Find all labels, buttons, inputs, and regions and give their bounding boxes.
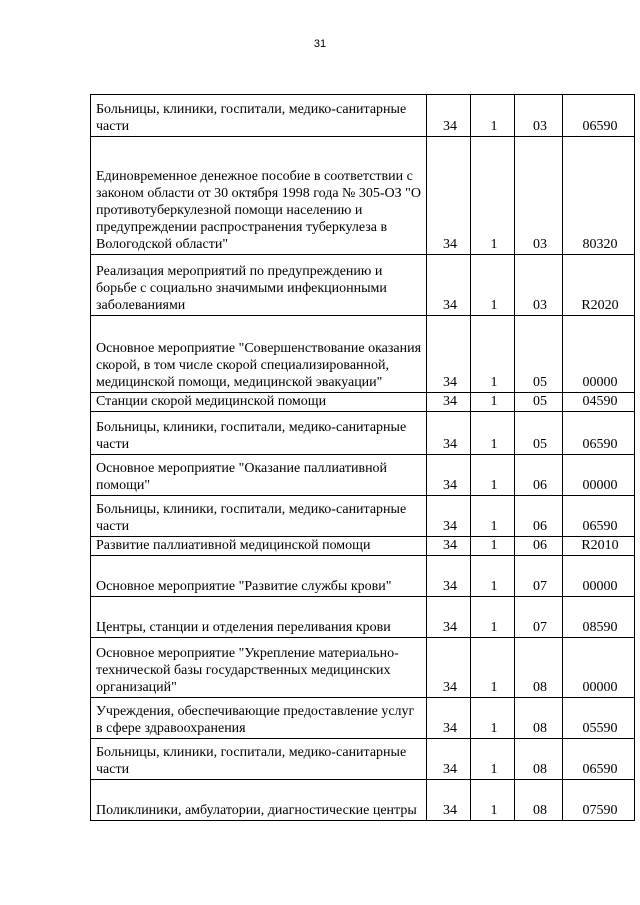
table-row	[91, 780, 635, 821]
table-row	[91, 137, 635, 255]
row-name-cell: Основное мероприятие "Совершенствование оказания скорой, в том числе скорой специализированной, медицинской помощи, медицинской эвакуации"	[91, 316, 427, 393]
table-row	[91, 393, 635, 412]
code-cell-1: 34	[427, 556, 471, 597]
code-cell-2: 1	[471, 537, 515, 556]
code-cell-1: 34	[427, 412, 471, 455]
code-cell-1: 34	[427, 255, 471, 316]
code-cell-4: 07590	[563, 780, 635, 821]
table-row	[91, 255, 635, 316]
code-cell-3: 08	[515, 739, 563, 780]
row-name-cell: Развитие паллиативной медицинской помощи	[91, 537, 427, 556]
table-row	[91, 597, 635, 638]
code-cell-2: 1	[471, 556, 515, 597]
code-cell-1: 34	[427, 698, 471, 739]
code-cell-4: 00000	[563, 316, 635, 393]
row-name-cell: Центры, станции и отделения переливания крови	[91, 597, 427, 638]
code-cell-1: 34	[427, 496, 471, 537]
code-cell-4: 00000	[563, 455, 635, 496]
code-cell-3: 03	[515, 255, 563, 316]
code-cell-2: 1	[471, 95, 515, 137]
code-cell-2: 1	[471, 496, 515, 537]
table-body	[91, 95, 635, 821]
row-name-cell: Больницы, клиники, госпитали, медико-санитарные части	[91, 739, 427, 780]
code-cell-3: 07	[515, 556, 563, 597]
code-cell-3: 08	[515, 698, 563, 739]
code-cell-3: 05	[515, 316, 563, 393]
code-cell-3: 06	[515, 496, 563, 537]
row-name-cell: Станции скорой медицинской помощи	[91, 393, 427, 412]
code-cell-2: 1	[471, 780, 515, 821]
row-name-cell: Единовременное денежное пособие в соответствии с законом области от 30 октября 1998 года № 305-ОЗ "О противотуберкулезной помощи населению и предупреждении распространения туберкулеза в Вологодской области"	[91, 137, 427, 255]
code-cell-4: R2020	[563, 255, 635, 316]
table-row	[91, 316, 635, 393]
code-cell-4: R2010	[563, 537, 635, 556]
row-name-cell: Больницы, клиники, госпитали, медико-санитарные части	[91, 496, 427, 537]
row-name-cell: Больницы, клиники, госпитали, медико-санитарные части	[91, 412, 427, 455]
code-cell-4: 04590	[563, 393, 635, 412]
row-name-cell: Реализация мероприятий по предупреждению и борьбе с социально значимыми инфекционными заболеваниями	[91, 255, 427, 316]
table-row	[91, 556, 635, 597]
code-cell-3: 06	[515, 537, 563, 556]
table-row	[91, 412, 635, 455]
code-cell-4: 05590	[563, 698, 635, 739]
code-cell-1: 34	[427, 537, 471, 556]
code-cell-3: 06	[515, 455, 563, 496]
code-cell-2: 1	[471, 698, 515, 739]
code-cell-2: 1	[471, 255, 515, 316]
code-cell-1: 34	[427, 316, 471, 393]
code-cell-4: 08590	[563, 597, 635, 638]
code-cell-4: 06590	[563, 496, 635, 537]
code-cell-2: 1	[471, 316, 515, 393]
code-cell-3: 03	[515, 137, 563, 255]
table-row	[91, 95, 635, 137]
table-row	[91, 455, 635, 496]
code-cell-2: 1	[471, 455, 515, 496]
code-cell-4: 80320	[563, 137, 635, 255]
code-cell-1: 34	[427, 780, 471, 821]
code-cell-4: 06590	[563, 412, 635, 455]
code-cell-3: 05	[515, 393, 563, 412]
code-cell-1: 34	[427, 137, 471, 255]
table-row	[91, 638, 635, 698]
table-row	[91, 698, 635, 739]
row-name-cell: Поликлиники, амбулатории, диагностические центры	[91, 780, 427, 821]
code-cell-2: 1	[471, 137, 515, 255]
code-cell-2: 1	[471, 597, 515, 638]
row-name-cell: Учреждения, обеспечивающие предоставление услуг в сфере здравоохранения	[91, 698, 427, 739]
code-cell-4: 06590	[563, 739, 635, 780]
code-cell-3: 03	[515, 95, 563, 137]
row-name-cell: Основное мероприятие "Развитие службы крови"	[91, 556, 427, 597]
row-name-cell: Больницы, клиники, госпитали, медико-санитарные части	[91, 95, 427, 137]
table-row	[91, 537, 635, 556]
code-cell-3: 07	[515, 597, 563, 638]
code-cell-2: 1	[471, 393, 515, 412]
code-cell-2: 1	[471, 638, 515, 698]
code-cell-1: 34	[427, 393, 471, 412]
code-cell-1: 34	[427, 638, 471, 698]
row-name-cell: Основное мероприятие "Оказание паллиативной помощи"	[91, 455, 427, 496]
page-number: 31	[313, 38, 327, 50]
table-row	[91, 496, 635, 537]
code-cell-1: 34	[427, 95, 471, 137]
budget-classification-table	[90, 94, 635, 821]
code-cell-3: 05	[515, 412, 563, 455]
code-cell-1: 34	[427, 739, 471, 780]
code-cell-2: 1	[471, 412, 515, 455]
code-cell-4: 00000	[563, 556, 635, 597]
code-cell-1: 34	[427, 455, 471, 496]
code-cell-4: 06590	[563, 95, 635, 137]
code-cell-3: 08	[515, 638, 563, 698]
code-cell-1: 34	[427, 597, 471, 638]
code-cell-3: 08	[515, 780, 563, 821]
code-cell-2: 1	[471, 739, 515, 780]
code-cell-4: 00000	[563, 638, 635, 698]
row-name-cell: Основное мероприятие "Укрепление материально-технической базы государственных медицинских организаций"	[91, 638, 427, 698]
table-row	[91, 739, 635, 780]
